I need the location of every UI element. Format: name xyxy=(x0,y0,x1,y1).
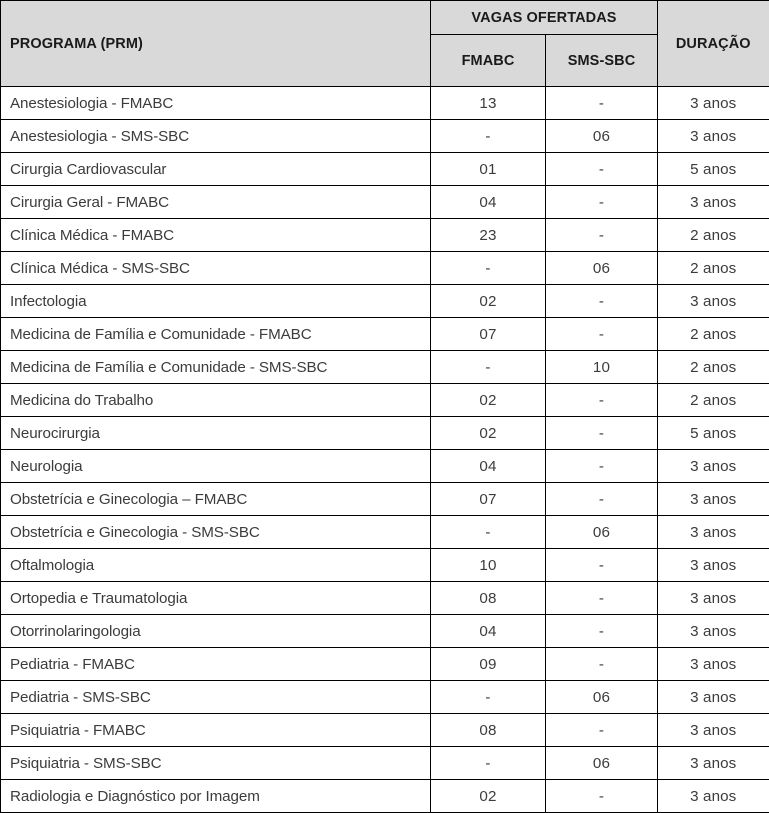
cell-vagas-sms-sbc: - xyxy=(546,615,658,648)
cell-vagas-fmabc: 07 xyxy=(431,318,546,351)
table-row xyxy=(1,186,769,219)
cell-vagas-sms-sbc: - xyxy=(546,483,658,516)
cell-programa: Cirurgia Cardiovascular xyxy=(1,153,431,186)
cell-vagas-sms-sbc: 06 xyxy=(546,120,658,153)
cell-duracao: 3 anos xyxy=(658,681,769,714)
table-row xyxy=(1,450,769,483)
cell-programa: Medicina de Família e Comunidade - SMS-SBC xyxy=(1,351,431,384)
cell-programa: Obstetrícia e Ginecologia - SMS-SBC xyxy=(1,516,431,549)
cell-duracao: 3 anos xyxy=(658,648,769,681)
table-row xyxy=(1,384,769,417)
cell-duracao: 2 anos xyxy=(658,318,769,351)
cell-programa: Clínica Médica - SMS-SBC xyxy=(1,252,431,285)
cell-programa: Ortopedia e Traumatologia xyxy=(1,582,431,615)
cell-vagas-fmabc: 04 xyxy=(431,450,546,483)
cell-duracao: 3 anos xyxy=(658,549,769,582)
cell-vagas-sms-sbc: - xyxy=(546,153,658,186)
cell-vagas-fmabc: 02 xyxy=(431,417,546,450)
cell-vagas-sms-sbc: 06 xyxy=(546,681,658,714)
table-row xyxy=(1,417,769,450)
table-row xyxy=(1,780,769,813)
cell-vagas-fmabc: 02 xyxy=(431,780,546,813)
cell-programa: Psiquiatria - SMS-SBC xyxy=(1,747,431,780)
cell-programa: Anestesiologia - SMS-SBC xyxy=(1,120,431,153)
cell-vagas-fmabc: 04 xyxy=(431,186,546,219)
cell-vagas-sms-sbc: 06 xyxy=(546,747,658,780)
cell-duracao: 3 anos xyxy=(658,714,769,747)
cell-vagas-sms-sbc: - xyxy=(546,549,658,582)
cell-vagas-sms-sbc: - xyxy=(546,285,658,318)
table-row xyxy=(1,120,769,153)
cell-vagas-sms-sbc: - xyxy=(546,186,658,219)
cell-programa: Psiquiatria - FMABC xyxy=(1,714,431,747)
cell-vagas-sms-sbc: 06 xyxy=(546,252,658,285)
cell-vagas-fmabc: - xyxy=(431,351,546,384)
table-row xyxy=(1,747,769,780)
cell-vagas-fmabc: 01 xyxy=(431,153,546,186)
cell-programa: Radiologia e Diagnóstico por Imagem xyxy=(1,780,431,813)
column-header-fmabc: FMABC xyxy=(431,35,546,87)
cell-programa: Medicina do Trabalho xyxy=(1,384,431,417)
table-row xyxy=(1,681,769,714)
cell-duracao: 3 anos xyxy=(658,285,769,318)
cell-duracao: 3 anos xyxy=(658,483,769,516)
cell-duracao: 3 anos xyxy=(658,87,769,120)
table-header xyxy=(1,1,769,87)
cell-vagas-sms-sbc: - xyxy=(546,450,658,483)
cell-duracao: 2 anos xyxy=(658,219,769,252)
cell-vagas-fmabc: 13 xyxy=(431,87,546,120)
cell-vagas-fmabc: 23 xyxy=(431,219,546,252)
cell-vagas-sms-sbc: - xyxy=(546,384,658,417)
cell-vagas-fmabc: - xyxy=(431,681,546,714)
cell-vagas-fmabc: - xyxy=(431,747,546,780)
cell-duracao: 3 anos xyxy=(658,450,769,483)
table-row xyxy=(1,153,769,186)
table-row xyxy=(1,615,769,648)
cell-duracao: 2 anos xyxy=(658,252,769,285)
cell-duracao: 2 anos xyxy=(658,384,769,417)
cell-programa: Oftalmologia xyxy=(1,549,431,582)
cell-vagas-sms-sbc: - xyxy=(546,318,658,351)
cell-vagas-fmabc: 08 xyxy=(431,714,546,747)
cell-vagas-fmabc: - xyxy=(431,252,546,285)
column-header-programa: PROGRAMA (PRM) xyxy=(1,1,431,87)
cell-duracao: 3 anos xyxy=(658,582,769,615)
cell-vagas-sms-sbc: - xyxy=(546,780,658,813)
cell-programa: Infectologia xyxy=(1,285,431,318)
cell-vagas-sms-sbc: - xyxy=(546,219,658,252)
cell-duracao: 5 anos xyxy=(658,417,769,450)
cell-duracao: 3 anos xyxy=(658,780,769,813)
table-row xyxy=(1,648,769,681)
table-row xyxy=(1,219,769,252)
cell-vagas-fmabc: - xyxy=(431,120,546,153)
column-header-duracao: DURAÇÃO xyxy=(658,1,769,87)
cell-duracao: 3 anos xyxy=(658,186,769,219)
cell-programa: Pediatria - SMS-SBC xyxy=(1,681,431,714)
cell-vagas-fmabc: 07 xyxy=(431,483,546,516)
table-row xyxy=(1,252,769,285)
header-row-top xyxy=(1,1,769,35)
cell-vagas-fmabc: 08 xyxy=(431,582,546,615)
table-row xyxy=(1,549,769,582)
table-row xyxy=(1,483,769,516)
cell-vagas-sms-sbc: 10 xyxy=(546,351,658,384)
cell-vagas-fmabc: - xyxy=(431,516,546,549)
cell-vagas-fmabc: 09 xyxy=(431,648,546,681)
column-header-sms-sbc: SMS-SBC xyxy=(546,35,658,87)
table-row xyxy=(1,87,769,120)
table-row xyxy=(1,582,769,615)
table-row xyxy=(1,714,769,747)
table-row xyxy=(1,351,769,384)
column-header-group-vagas-ofertadas: VAGAS OFERTADAS xyxy=(431,1,658,35)
cell-programa: Otorrinolaringologia xyxy=(1,615,431,648)
cell-programa: Clínica Médica - FMABC xyxy=(1,219,431,252)
cell-vagas-fmabc: 02 xyxy=(431,285,546,318)
cell-vagas-fmabc: 04 xyxy=(431,615,546,648)
cell-duracao: 3 anos xyxy=(658,120,769,153)
cell-programa: Anestesiologia - FMABC xyxy=(1,87,431,120)
cell-vagas-sms-sbc: - xyxy=(546,87,658,120)
cell-vagas-sms-sbc: 06 xyxy=(546,516,658,549)
cell-duracao: 3 anos xyxy=(658,516,769,549)
cell-programa: Pediatria - FMABC xyxy=(1,648,431,681)
cell-vagas-fmabc: 02 xyxy=(431,384,546,417)
cell-vagas-sms-sbc: - xyxy=(546,582,658,615)
cell-programa: Neurologia xyxy=(1,450,431,483)
cell-duracao: 3 anos xyxy=(658,747,769,780)
table-body xyxy=(1,87,769,813)
cell-programa: Neurocirurgia xyxy=(1,417,431,450)
cell-vagas-sms-sbc: - xyxy=(546,417,658,450)
cell-vagas-fmabc: 10 xyxy=(431,549,546,582)
cell-vagas-sms-sbc: - xyxy=(546,648,658,681)
cell-programa: Obstetrícia e Ginecologia – FMABC xyxy=(1,483,431,516)
cell-duracao: 5 anos xyxy=(658,153,769,186)
cell-programa: Medicina de Família e Comunidade - FMABC xyxy=(1,318,431,351)
cell-duracao: 2 anos xyxy=(658,351,769,384)
table-row xyxy=(1,318,769,351)
cell-programa: Cirurgia Geral - FMABC xyxy=(1,186,431,219)
cell-vagas-sms-sbc: - xyxy=(546,714,658,747)
table-row xyxy=(1,285,769,318)
table-row xyxy=(1,516,769,549)
cell-duracao: 3 anos xyxy=(658,615,769,648)
